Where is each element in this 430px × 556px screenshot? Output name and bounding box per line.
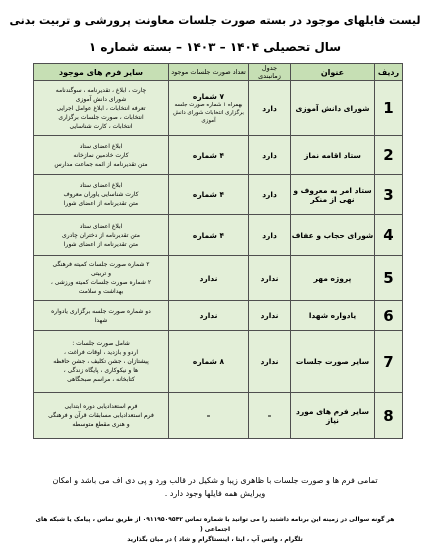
other-form-line: کتابخانه ، مراسم صبحگاهی	[67, 376, 135, 383]
row-title: ستاد امر به معروف و نهی از منکر	[291, 175, 375, 215]
other-form-line: متن تقدیرنامه از اعضای شورا	[63, 200, 139, 207]
row-title: ستاد اقامه نماز	[291, 136, 375, 175]
footer-contact	[25, 515, 405, 545]
table-row	[34, 393, 403, 439]
table-row	[34, 175, 403, 215]
other-form-line: شورای دانش آموزی	[75, 95, 127, 103]
row-number: 1	[375, 81, 403, 136]
footer-contact-line1: هر گونه سوالی در زمینه این برنامه داشتید را می توانید با شماره تماس ۰۹۱۱۹۵۰۹۵۴۲ از طریق تماس ، پیامک یا شبکه های اجتماعی (	[35, 516, 395, 533]
row-title: پروژه مهر	[291, 256, 375, 301]
other-form-line: ۲ شماره صورت جلسات کمیته فرهنگی	[52, 261, 150, 268]
row-other-forms	[34, 331, 169, 393]
other-form-line: متن تقدیرنامه از ائمه جماعت مدارس	[54, 160, 148, 168]
table-row	[34, 301, 403, 331]
other-form-line: و تربیتی	[90, 270, 112, 277]
other-form-line: شامل صورت جلسات :	[72, 340, 130, 347]
table-row	[34, 331, 403, 393]
row-plan: ندارد	[249, 331, 291, 393]
page-subtitle: سال تحصیلی ۱۴۰۴ – ۱۴۰۳ – بسته شماره ۱	[88, 40, 342, 54]
other-form-line: ابلاغ اعضای ستاد	[79, 142, 123, 150]
other-form-line: دو شماره صورت جلسه برگزاری یادواره	[51, 307, 151, 315]
row-number: 6	[375, 301, 403, 331]
footer-note	[25, 474, 405, 500]
row-other-forms	[34, 256, 169, 301]
table-header-row	[34, 64, 403, 81]
header-other-forms: سایر فرم های موجود	[34, 64, 169, 81]
footer-note-line1: تمامی فرم ها و صورت جلسات با ظاهری زیبا و شکیل در قالب ورد و پی دی اف می باشد و امکان	[52, 476, 378, 485]
header-plan-table: جدول زمانبندی	[249, 64, 291, 81]
row-other-forms	[34, 301, 169, 331]
table-row	[34, 81, 403, 136]
other-form-line: متن تقدیرنامه از دختران چادری	[62, 231, 140, 239]
row-plan: ندارد	[249, 256, 291, 301]
row-number: 5	[375, 256, 403, 301]
other-form-line: فرم استعدادیابی دوره ابتدایی	[64, 403, 138, 410]
other-form-line: فرم استعدادیابی مسابقات قرآن و فرهنگی	[48, 412, 154, 419]
row-number: 3	[375, 175, 403, 215]
row-plan: دارد	[249, 215, 291, 256]
other-form-line: اردو و بازدید ، اوقات فراغت ،	[63, 349, 139, 356]
row-plan: دارد	[249, 175, 291, 215]
row-plan: دارد	[249, 81, 291, 136]
header-sessions-count: تعداد صورت جلسات موجود	[169, 64, 249, 81]
row-plan: ندارد	[249, 301, 291, 331]
row-count: ۷ شماره	[192, 91, 225, 101]
row-count: ۴ شماره	[169, 136, 249, 175]
row-other-forms	[34, 175, 169, 215]
header-row-no: ردیف	[375, 64, 403, 81]
table-row	[34, 215, 403, 256]
header-title: عنوان	[291, 64, 375, 81]
row-title: شورای حجاب و عفاف	[291, 215, 375, 256]
other-form-line: متن تقدیرنامه از اعضای شورا	[63, 240, 139, 248]
footer-note-line2: ویرایش همه فایلها وجود دارد .	[164, 489, 266, 498]
other-form-line: ها و نیکوکاری ، پایگاه زندگی ،	[63, 367, 139, 374]
other-form-line: ابلاغ اعضای ستاد	[79, 182, 123, 189]
other-form-line: کارت شناسایی یاوران معروف	[63, 191, 139, 198]
row-title: سایر صورت جلسات	[291, 331, 375, 393]
other-form-line: تعرفه انتخابات ، ابلاغ عوامل اجرایی	[56, 104, 146, 112]
other-form-line: شهدا	[94, 316, 108, 324]
row-other-forms	[34, 215, 169, 256]
table-row	[34, 256, 403, 301]
row-number: 2	[375, 136, 403, 175]
row-plan: دارد	[249, 136, 291, 175]
row-other-forms	[34, 393, 169, 439]
row-count-cell	[169, 81, 249, 136]
row-count: ۴ شماره	[169, 175, 249, 215]
forms-table	[33, 63, 403, 439]
row-count: ندارد	[169, 301, 249, 331]
other-form-line: ۲ شماره صورت جلسات کمیته ورزشی ،	[50, 279, 152, 286]
row-plan: –	[249, 393, 291, 439]
row-count-note: بهمراه ۱ شماره صورت جلسه برگزاری انتخابات شورای دانش آموزی	[173, 101, 244, 124]
other-form-line: چارت ، ابلاغ ، تقدیرنامه ، سوگندنامه	[55, 86, 147, 94]
row-other-forms	[34, 136, 169, 175]
row-count: ندارد	[169, 256, 249, 301]
row-title: شورای دانش آموزی	[291, 81, 375, 136]
footer-contact-line2: تلگرام ، واتس آپ ، ایتا ، اینستاگرام و شاد ) در میان بگذارید	[127, 536, 303, 543]
row-count: ۴ شماره	[169, 215, 249, 256]
row-number: 8	[375, 393, 403, 439]
other-form-line: بهداشت و سلامت	[78, 288, 124, 295]
row-title: سایر فرم های مورد نیاز	[291, 393, 375, 439]
other-form-line: انتخابات ، کارت شناسایی	[69, 122, 133, 130]
row-number: 4	[375, 215, 403, 256]
other-form-line: پیشتازان ، جشن تکلیف ، جشن حافظه	[53, 358, 149, 365]
table-row	[34, 136, 403, 175]
other-form-line: ابلاغ اعضای ستاد	[79, 222, 123, 230]
row-number: 7	[375, 331, 403, 393]
other-form-line: انتخابات ، صورت جلسات برگزاری	[58, 113, 144, 121]
page-title: لیست فایلهای موجود در بسته صورت جلسات معاونت پرورشی و تربیت بدنی	[9, 14, 421, 27]
row-count: ۸ شماره	[169, 331, 249, 393]
row-title: یادواره شهدا	[291, 301, 375, 331]
row-count: –	[169, 393, 249, 439]
other-form-line: کارت خادمین نمازخانه	[73, 151, 129, 159]
row-other-forms	[34, 81, 169, 136]
other-form-line: و هنری مقطع متوسطه	[72, 421, 130, 428]
